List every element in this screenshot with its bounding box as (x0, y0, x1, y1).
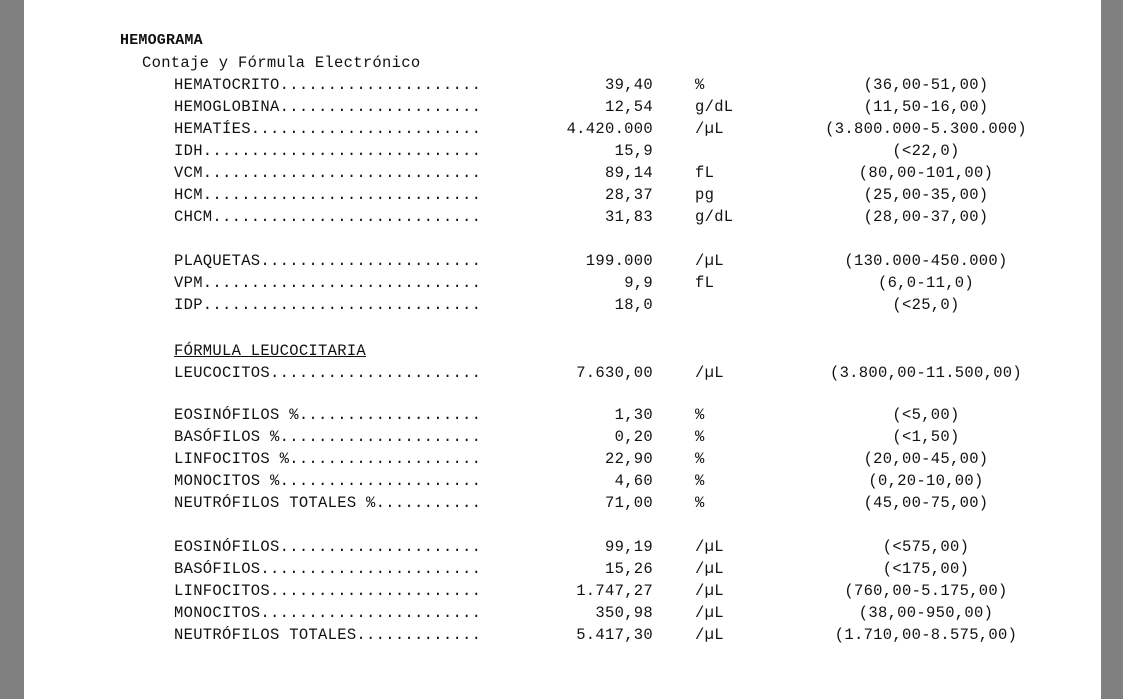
table-row (24, 450, 1101, 472)
document-page (24, 0, 1101, 699)
test-name: BASÓFILOS....................... (174, 560, 482, 578)
test-name: EOSINÓFILOS %................... (174, 406, 482, 424)
test-value: 15,9 (614, 142, 653, 160)
reference-range: (<1,50) (892, 428, 960, 446)
test-unit: % (695, 450, 705, 468)
test-value: 22,90 (604, 450, 653, 468)
table-row (24, 494, 1101, 516)
table-row (24, 252, 1101, 274)
reference-range: (28,00-37,00) (863, 208, 989, 226)
table-row (24, 164, 1101, 186)
table-row (24, 406, 1101, 428)
table-row (24, 538, 1101, 560)
reference-range: (<25,0) (892, 296, 960, 314)
test-unit: pg (695, 186, 715, 204)
test-name: MONOCITOS %..................... (174, 472, 482, 490)
test-unit: fL (695, 164, 715, 182)
leuco-heading: FÓRMULA LEUCOCITARIA (174, 342, 367, 360)
table-row (24, 274, 1101, 296)
reference-range: (6,0-11,0) (877, 274, 974, 292)
test-value: 4.420.000 (566, 120, 653, 138)
test-name: LINFOCITOS...................... (174, 582, 482, 600)
test-name: VCM............................. (174, 164, 482, 182)
reference-range: (3.800.000-5.300.000) (825, 120, 1027, 138)
test-name: LEUCOCITOS...................... (174, 364, 482, 382)
reference-range: (<22,0) (892, 142, 960, 160)
test-value: 12,54 (604, 98, 653, 116)
test-value: 1,30 (614, 406, 653, 424)
test-value: 9,9 (624, 274, 653, 292)
test-value: 71,00 (604, 494, 653, 512)
table-row (24, 560, 1101, 582)
reference-range: (80,00-101,00) (858, 164, 994, 182)
reference-range: (<575,00) (882, 538, 970, 556)
test-unit: /µL (695, 364, 724, 382)
table-row (24, 626, 1101, 648)
reference-range: (760,00-5.175,00) (844, 582, 1008, 600)
reference-range: (<175,00) (882, 560, 970, 578)
table-row (24, 428, 1101, 450)
test-value: 31,83 (604, 208, 653, 226)
test-value: 4,60 (614, 472, 653, 490)
test-value: 7.630,00 (576, 364, 653, 382)
test-value: 15,26 (604, 560, 653, 578)
test-unit: /µL (695, 626, 724, 644)
test-value: 28,37 (604, 186, 653, 204)
test-name: NEUTRÓFILOS TOTALES %........... (174, 494, 482, 512)
table-row (24, 604, 1101, 626)
test-unit: g/dL (695, 208, 734, 226)
test-value: 1.747,27 (576, 582, 653, 600)
reference-range: (20,00-45,00) (863, 450, 989, 468)
table-row (24, 98, 1101, 120)
test-unit: /µL (695, 252, 724, 270)
test-unit: /µL (695, 582, 724, 600)
test-value: 89,14 (604, 164, 653, 182)
test-value: 0,20 (614, 428, 653, 446)
table-row (24, 142, 1101, 164)
test-name: HEMOGLOBINA..................... (174, 98, 482, 116)
table-row (24, 472, 1101, 494)
reference-range: (36,00-51,00) (863, 76, 989, 94)
reference-range: (11,50-16,00) (863, 98, 989, 116)
test-unit: % (695, 406, 705, 424)
reference-range: (45,00-75,00) (863, 494, 989, 512)
test-name: BASÓFILOS %..................... (174, 428, 482, 446)
report-title: HEMOGRAMA (120, 32, 203, 49)
test-unit: /µL (695, 538, 724, 556)
table-row (24, 208, 1101, 230)
test-unit: /µL (695, 560, 724, 578)
table-row (24, 120, 1101, 142)
reference-range: (38,00-950,00) (858, 604, 994, 622)
test-value: 18,0 (614, 296, 653, 314)
reference-range: (1.710,00-8.575,00) (834, 626, 1018, 644)
table-row (24, 296, 1101, 318)
test-unit: /µL (695, 120, 724, 138)
test-value: 350,98 (595, 604, 653, 622)
test-unit: /µL (695, 604, 724, 622)
test-value: 5.417,30 (576, 626, 653, 644)
test-name: CHCM............................ (174, 208, 482, 226)
test-name: NEUTRÓFILOS TOTALES............. (174, 626, 482, 644)
test-unit: g/dL (695, 98, 734, 116)
test-value: 99,19 (604, 538, 653, 556)
test-name: HCM............................. (174, 186, 482, 204)
test-name: IDH............................. (174, 142, 482, 160)
table-row (24, 364, 1101, 386)
test-name: HEMATÍES........................ (174, 120, 482, 138)
table-row (24, 186, 1101, 208)
reference-range: (0,20-10,00) (868, 472, 984, 490)
table-row (24, 582, 1101, 604)
reference-range: (<5,00) (892, 406, 960, 424)
test-unit: % (695, 494, 705, 512)
table-row (24, 76, 1101, 98)
test-name: IDP............................. (174, 296, 482, 314)
test-unit: fL (695, 274, 715, 292)
test-name: HEMATOCRITO..................... (174, 76, 482, 94)
test-value: 39,40 (604, 76, 653, 94)
test-unit: % (695, 76, 705, 94)
test-name: VPM............................. (174, 274, 482, 292)
report-subtitle: Contaje y Fórmula Electrónico (142, 54, 421, 72)
test-name: EOSINÓFILOS..................... (174, 538, 482, 556)
test-name: PLAQUETAS....................... (174, 252, 482, 270)
test-name: MONOCITOS....................... (174, 604, 482, 622)
reference-range: (25,00-35,00) (863, 186, 989, 204)
test-unit: % (695, 472, 705, 490)
test-name: LINFOCITOS %.................... (174, 450, 482, 468)
reference-range: (130.000-450.000) (844, 252, 1008, 270)
test-value: 199.000 (585, 252, 653, 270)
test-unit: % (695, 428, 705, 446)
reference-range: (3.800,00-11.500,00) (829, 364, 1023, 382)
